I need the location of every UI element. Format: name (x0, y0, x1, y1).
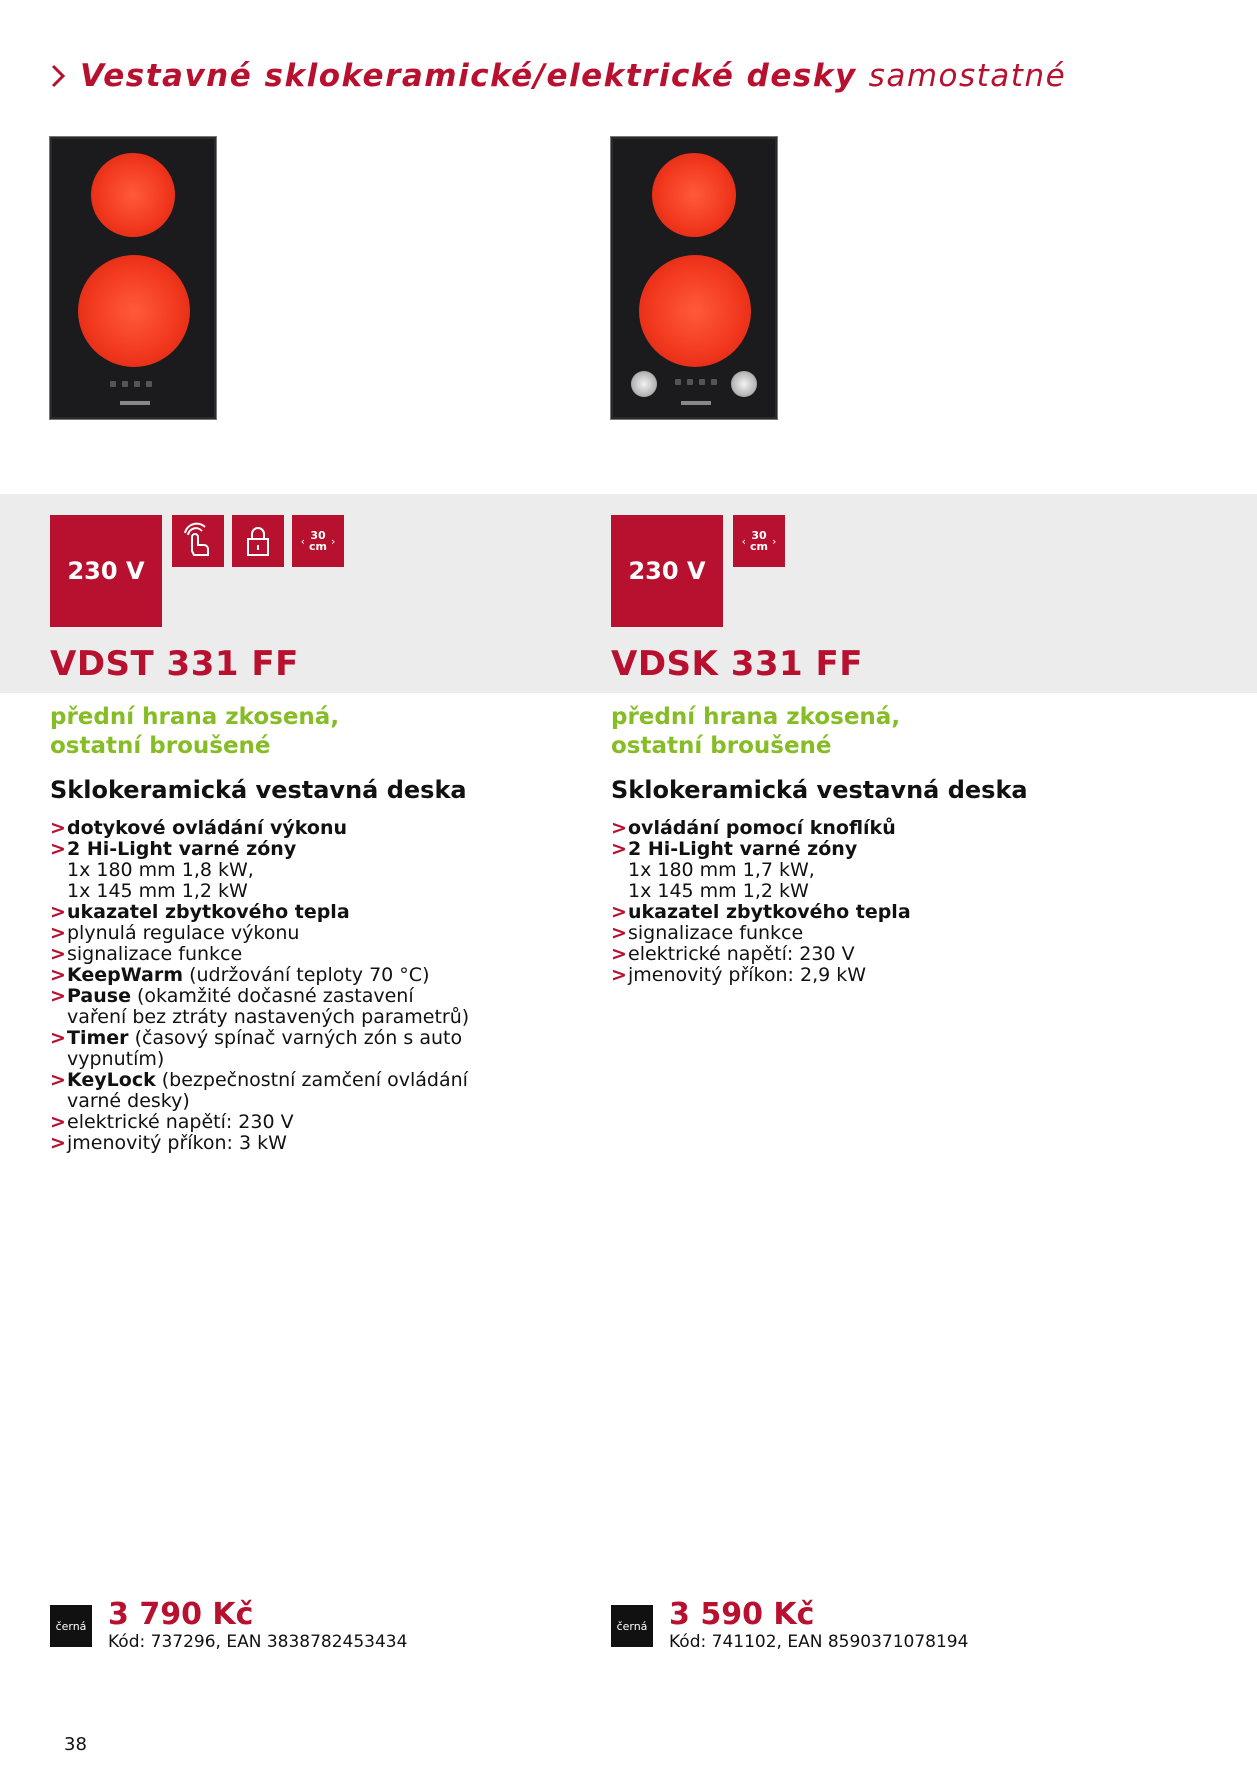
heading-light: samostatné (868, 58, 1067, 94)
edge-finish (611, 703, 900, 761)
spec-rest: plynulá regulace výkonu (67, 922, 300, 944)
spec-text (67, 902, 470, 923)
bullet-marker: > (611, 922, 627, 944)
spec-rest: elektrické napětí: 230 V (67, 1111, 294, 1133)
spec-text (67, 923, 470, 944)
spec-text (67, 986, 470, 1028)
voltage-badge: 230 V (611, 515, 723, 627)
price: 3 790 Kč (108, 1597, 254, 1632)
spec-rest: signalizace funkce (67, 943, 243, 965)
cooking-zone-large (78, 255, 190, 367)
spec-rest: elektrické napětí: 230 V (628, 943, 855, 965)
spec-item (611, 839, 1031, 860)
brand-mark (120, 401, 150, 405)
bullet-marker: > (50, 838, 66, 860)
width-unit: cm (309, 540, 327, 553)
spec-text (67, 1112, 470, 1133)
edge-finish (50, 703, 339, 761)
spec-item (50, 839, 470, 860)
spec-text (67, 818, 470, 839)
spec-bold: ovládání pomocí knoflíků (628, 817, 896, 839)
spec-item (50, 1028, 470, 1070)
spec-text (67, 839, 470, 860)
bullet-marker: > (50, 901, 66, 923)
color-swatch: černá (50, 1605, 92, 1647)
spec-text (67, 1028, 470, 1070)
width-value: 30 (751, 529, 767, 542)
spec-text (628, 818, 1031, 839)
spec-item (50, 1112, 470, 1133)
bullet-marker: > (50, 964, 66, 986)
spec-rest: jmenovitý příkon: 2,9 kW (628, 964, 867, 986)
bullet-marker: > (611, 943, 627, 965)
spec-item (611, 860, 1031, 881)
spec-item (611, 881, 1031, 902)
spec-subline: 1x 180 mm 1,7 kW, (628, 859, 815, 881)
bullet-marker: > (50, 1111, 66, 1133)
bullet-marker: > (50, 922, 66, 944)
color-swatch: černá (611, 1605, 653, 1647)
spec-rest: (okamžité dočasné zastavení vaření bez ztráty nastavených parametrů) (67, 985, 470, 1028)
product-card-vdst (50, 0, 610, 1785)
spec-text (67, 1070, 470, 1112)
spec-text (628, 839, 1031, 860)
bullet-marker: > (50, 1027, 66, 1049)
spec-text (67, 965, 470, 986)
spec-bold: Timer (67, 1027, 129, 1049)
spec-bold: KeepWarm (67, 964, 184, 986)
heading-strong: Vestavné sklokeramické/elektrické desky (80, 58, 857, 94)
bullet-marker: > (50, 985, 66, 1007)
spec-item (50, 881, 470, 902)
product-type: Sklokeramická vestavná deska (611, 776, 1028, 804)
product-code: Kód: 741102, EAN 8590371078194 (669, 1632, 969, 1652)
width-30cm-icon: ‹ 30 cm › (733, 515, 785, 567)
spec-bold: dotykové ovládání výkonu (67, 817, 348, 839)
cooking-zone-large (639, 255, 751, 367)
spec-bold: ukazatel zbytkového tepla (67, 901, 350, 923)
voltage-badge: 230 V (50, 515, 162, 627)
control-knob-right (731, 371, 757, 397)
spec-text (628, 923, 1031, 944)
bullet-marker: > (611, 817, 627, 839)
brand-mark (681, 401, 711, 405)
page-number: 38 (64, 1734, 87, 1755)
spec-text (628, 902, 1031, 923)
spec-item (50, 944, 470, 965)
bullet-marker: > (611, 901, 627, 923)
spec-text (67, 944, 470, 965)
price: 3 590 Kč (669, 1597, 815, 1632)
spec-text (628, 965, 1031, 986)
spec-item (50, 818, 470, 839)
spec-item (50, 860, 470, 881)
key-lock-icon (232, 515, 284, 567)
spec-subline: 1x 145 mm 1,2 kW (67, 880, 248, 902)
indicator-lights (675, 379, 735, 393)
spec-item (50, 902, 470, 923)
bullet-marker: > (611, 838, 627, 860)
edge-finish-line2: ostatní broušené (611, 733, 832, 759)
product-image (611, 137, 777, 419)
spec-rest: jmenovitý příkon: 3 kW (67, 1132, 287, 1154)
edge-finish-line2: ostatní broušené (50, 733, 271, 759)
bullet-marker: > (50, 1132, 66, 1154)
spec-bold: ukazatel zbytkového tepla (628, 901, 911, 923)
cooking-zone-small (652, 153, 736, 237)
spec-list (50, 818, 470, 1154)
product-model: VDST 331 FF (50, 644, 299, 684)
bullet-marker: > (50, 943, 66, 965)
spec-item (50, 986, 470, 1028)
product-image (50, 137, 216, 419)
spec-item (611, 944, 1031, 965)
spec-bold: KeyLock (67, 1069, 156, 1091)
spec-list (611, 818, 1031, 986)
spec-item (611, 818, 1031, 839)
width-value: 30 (310, 529, 326, 542)
edge-finish-line1: přední hrana zkosená, (50, 704, 340, 730)
spec-item (50, 1133, 470, 1154)
spec-item (611, 965, 1031, 986)
width-30cm-icon: ‹ 30 cm › (292, 515, 344, 567)
product-type: Sklokeramická vestavná deska (50, 776, 467, 804)
bullet-marker: > (611, 964, 627, 986)
bullet-marker: > (50, 817, 66, 839)
control-knob-left (631, 371, 657, 397)
spec-item (611, 923, 1031, 944)
bullet-marker: > (50, 1069, 66, 1091)
spec-rest: (časový spínač varných zón s auto vypnutím) (67, 1027, 463, 1070)
spec-bold: 2 Hi-Light varné zóny (628, 838, 858, 860)
spec-rest: signalizace funkce (628, 922, 804, 944)
spec-subline: 1x 145 mm 1,2 kW (628, 880, 809, 902)
product-model: VDSK 331 FF (611, 644, 863, 684)
product-code: Kód: 737296, EAN 3838782453434 (108, 1632, 408, 1652)
product-card-vdsk (611, 0, 1171, 1785)
spec-subline: 1x 180 mm 1,8 kW, (67, 859, 254, 881)
spec-item (50, 1070, 470, 1112)
edge-finish-line1: přední hrana zkosená, (611, 704, 901, 730)
cooking-zone-small (91, 153, 175, 237)
spec-rest: (udržování teploty 70 °C) (183, 964, 430, 986)
touch-control-icon (172, 515, 224, 567)
touch-panel (110, 381, 170, 395)
spec-item (50, 923, 470, 944)
spec-bold: 2 Hi-Light varné zóny (67, 838, 297, 860)
spec-rest: (bezpečnostní zamčení ovládání varné desky) (67, 1069, 468, 1112)
spec-text (628, 944, 1031, 965)
spec-item (50, 965, 470, 986)
spec-bold: Pause (67, 985, 131, 1007)
width-unit: cm (750, 540, 768, 553)
spec-item (611, 902, 1031, 923)
spec-text (67, 1133, 470, 1154)
